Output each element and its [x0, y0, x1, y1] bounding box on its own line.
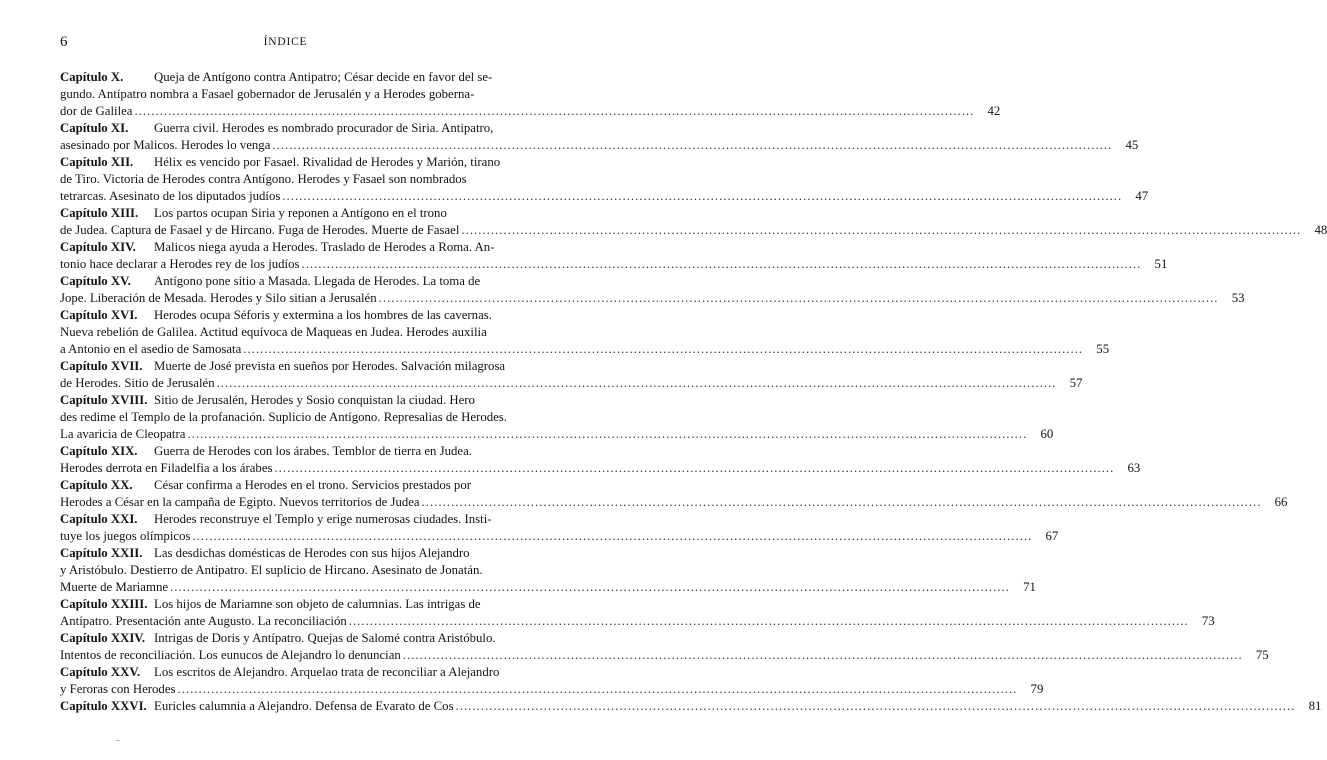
page-ref: 71	[1023, 580, 1036, 594]
toc-line	[60, 562, 511, 579]
dot-leader: ........................................................................................................................................................................................................	[243, 342, 1084, 356]
toc-line	[60, 358, 511, 375]
chapter-summary-line: tonio hace declarar a Herodes rey de los judíos	[60, 257, 300, 271]
chapter-summary-line: Muerte de Mariamne	[60, 580, 169, 594]
page-ref: 42	[987, 104, 1001, 118]
toc-line	[60, 494, 1288, 511]
chapter-summary-line: Los hijos de Mariamne son objeto de calumnias. Las intrigas de	[154, 597, 481, 611]
chapter-label: Capítulo XV.	[60, 274, 131, 288]
toc-line	[60, 477, 511, 494]
chapter-summary-line: Intrigas de Doris y Antípatro. Quejas de Salomé contra Aristóbulo.	[154, 631, 496, 645]
page-ref: 48	[1314, 223, 1327, 237]
chapter-summary-line: tuye los juegos olímpicos	[60, 529, 191, 543]
toc-line	[60, 205, 511, 222]
toc-line	[60, 409, 511, 426]
chapter-label: Capítulo XVIII.	[60, 393, 148, 407]
toc-line	[60, 596, 511, 613]
chapter-summary-line: des redime el Templo de la profanación. Suplicio de Antígono. Represalias de Herodes.	[60, 410, 507, 424]
chapter-summary-line: Muerte de José prevista en sueños por Herodes. Salvación milagrosa	[154, 359, 506, 373]
chapter-label: Capítulo XXII.	[60, 546, 143, 560]
toc-entry	[60, 664, 1044, 698]
page-ref: 45	[1125, 138, 1139, 152]
toc-line	[60, 256, 1168, 273]
dot-leader: ........................................................................................................................................................................................................	[348, 614, 1189, 628]
chapter-summary-line: dor de Galilea	[60, 104, 133, 118]
toc-line	[60, 154, 511, 171]
chapter-label: Capítulo XIX.	[60, 444, 138, 458]
toc-entry	[60, 273, 1245, 307]
toc-line	[60, 698, 1322, 715]
dot-leader: ........................................................................................................................................................................................................	[274, 461, 1115, 475]
page-ref: 79	[1030, 682, 1044, 696]
toc-line	[60, 188, 1149, 205]
chapter-summary-line: Las desdichas domésticas de Herodes con sus hijos Alejandro	[154, 546, 470, 560]
chapter-label: Capítulo XXV.	[60, 665, 141, 679]
chapter-summary-line: Herodes ocupa Séforis y extermina a los hombres de las cavernas.	[154, 308, 492, 322]
toc-line	[60, 528, 1059, 545]
page-ref: 51	[1154, 257, 1168, 271]
toc-line	[60, 613, 1215, 630]
dot-leader: ........................................................................................................................................................................................................	[187, 427, 1028, 441]
chapter-summary-line: de Tiro. Victoria de Herodes contra Antígono. Herodes y Fasael son nombrados	[60, 172, 467, 186]
page-ref: 81	[1308, 699, 1322, 713]
toc-entry	[60, 698, 1322, 715]
toc-line	[60, 86, 511, 103]
chapter-summary-line: Sitio de Jerusalén, Herodes y Sosio conquistan la ciudad. Hero	[154, 393, 475, 407]
page-ref: 67	[1045, 529, 1059, 543]
page-ref: 63	[1127, 461, 1141, 475]
toc-line	[60, 69, 511, 86]
dot-leader: ........................................................................................................................................................................................................	[301, 257, 1142, 271]
toc-entry	[60, 545, 1036, 596]
chapter-summary-line: Malicos niega ayuda a Herodes. Traslado de Herodes a Roma. An-	[154, 240, 495, 254]
toc-line	[60, 647, 1269, 664]
dot-leader: ........................................................................................................................................................................................................	[192, 529, 1033, 543]
toc-line	[60, 443, 511, 460]
toc-line	[60, 392, 511, 409]
toc-line	[60, 324, 511, 341]
toc-entry	[60, 511, 1059, 545]
page-header	[60, 34, 511, 54]
toc-line	[60, 681, 1044, 698]
chapter-label: Capítulo XIII.	[60, 206, 139, 220]
chapter-summary-line: Herodes reconstruye el Templo y erige numerosas ciudades. Insti-	[154, 512, 492, 526]
toc-entry	[60, 205, 1327, 239]
dot-leader: ........................................................................................................................................................................................................	[134, 104, 975, 118]
toc-entry	[60, 596, 1215, 630]
toc-entry	[60, 443, 1141, 477]
dot-leader: ........................................................................................................................................................................................................	[461, 223, 1302, 237]
dot-leader: ........................................................................................................................................................................................................	[421, 495, 1262, 509]
toc-line	[60, 120, 511, 137]
chapter-summary-line: Euricles calumnia a Alejandro. Defensa de Evarato de Cos	[154, 699, 454, 713]
chapter-summary-line: La avaricia de Cleopatra	[60, 427, 186, 441]
chapter-summary-line: Intentos de reconciliación. Los eunucos de Alejandro lo denuncian	[60, 648, 401, 662]
toc-entry	[60, 239, 1168, 273]
chapter-summary-line: Herodes a César en la campaña de Egipto. Nuevos territorios de Judea	[60, 495, 420, 509]
chapter-summary-line: a Antonio en el asedio de Samosata	[60, 342, 242, 356]
toc-entry	[60, 392, 1054, 443]
page-ref: 73	[1201, 614, 1215, 628]
chapter-summary-line: y Aristóbulo. Destierro de Antipatro. El suplicio de Hircano. Asesinato de Jonatán.	[60, 563, 483, 577]
chapter-label: Capítulo XVI.	[60, 308, 138, 322]
chapter-label: Capítulo XXVI.	[60, 699, 147, 713]
toc-line	[60, 545, 511, 562]
toc-line	[60, 103, 1001, 120]
chapter-summary-line: Guerra de Herodes con los árabes. Temblor de tierra en Judea.	[154, 444, 472, 458]
chapter-label: Capítulo XXI.	[60, 512, 138, 526]
running-title: ÍNDICE	[263, 36, 308, 48]
page-ref: 55	[1096, 342, 1110, 356]
chapter-summary-line: de Judea. Captura de Fasael y de Hircano. Fuga de Herodes. Muerte de Fasael	[60, 223, 460, 237]
toc-line	[60, 290, 1245, 307]
chapter-summary-line: de Herodes. Sitio de Jerusalén	[60, 376, 215, 390]
dot-leader: ........................................................................................................................................................................................................	[177, 682, 1018, 696]
chapter-summary-line: Nueva rebelión de Galilea. Actitud equívoca de Maqueas en Judea. Herodes auxilia	[60, 325, 487, 339]
toc-line	[60, 579, 1036, 596]
page-ref: 75	[1255, 648, 1269, 662]
chapter-summary-line: César confirma a Herodes en el trono. Servicios prestados por	[154, 478, 471, 492]
dot-leader: ........................................................................................................................................................................................................	[455, 699, 1296, 713]
chapter-summary-line: Antípatro. Presentación ante Augusto. La reconciliación	[60, 614, 347, 628]
toc-entry	[60, 477, 1288, 511]
dot-leader: ........................................................................................................................................................................................................	[216, 376, 1057, 390]
chapter-summary-line: Herodes derrota en Filadelfia a los árabes	[60, 461, 273, 475]
chapter-summary-line: Hélix es vencido por Fasael. Rivalidad de Herodes y Marión, tirano	[154, 155, 501, 169]
dot-leader: ........................................................................................................................................................................................................	[170, 580, 1010, 594]
chapter-summary-line: asesinado por Malicos. Herodes lo venga	[60, 138, 271, 152]
page-ref: 53	[1231, 291, 1245, 305]
chapter-summary-line: Guerra civil. Herodes es nombrado procurador de Siria. Antipatro,	[154, 121, 494, 135]
toc-line	[60, 239, 511, 256]
page-ref: 66	[1274, 495, 1288, 509]
chapter-label: Capítulo XX.	[60, 478, 133, 492]
chapter-summary-line: Antígono pone sitio a Masada. Llegada de Herodes. La toma de	[154, 274, 481, 288]
toc-line	[60, 341, 1110, 358]
chapter-summary-line: gundo. Antípatro nombra a Fasael gobernador de Jerusalén y a Herodes goberna-	[60, 87, 475, 101]
chapter-summary-line: y Feroras con Herodes	[60, 682, 176, 696]
toc-line	[60, 273, 511, 290]
chapter-summary-line: Los escritos de Alejandro. Arquelao trata de reconciliar a Alejandro	[154, 665, 500, 679]
chapter-label: Capítulo XII.	[60, 155, 134, 169]
toc-line	[60, 375, 1083, 392]
chapter-summary-line: Los partos ocupan Siria y reponen a Antígono en el trono	[154, 206, 447, 220]
toc-entry	[60, 630, 1269, 664]
chapter-label: Capítulo XIV.	[60, 240, 136, 254]
toc-line	[60, 630, 511, 647]
dot-leader: ........................................................................................................................................................................................................	[402, 648, 1243, 662]
dot-leader: ........................................................................................................................................................................................................	[378, 291, 1219, 305]
chapter-summary-line: Jope. Liberación de Mesada. Herodes y Silo sitian a Jerusalén	[60, 291, 377, 305]
chapter-label: Capítulo XI.	[60, 121, 129, 135]
page-number: 6	[60, 34, 68, 50]
toc-entry	[60, 69, 1001, 120]
toc-entry	[60, 307, 1110, 358]
dot-leader: ........................................................................................................................................................................................................	[282, 189, 1123, 203]
toc-entry	[60, 120, 1139, 154]
page-ref: 57	[1069, 376, 1083, 390]
chapter-label: Capítulo XXIV.	[60, 631, 146, 645]
toc-entry	[60, 154, 1149, 205]
page-ref: 60	[1040, 427, 1054, 441]
chapter-label: Capítulo XVII.	[60, 359, 143, 373]
toc-line	[60, 307, 511, 324]
footer-mark	[116, 740, 120, 741]
table-of-contents	[60, 69, 1327, 715]
chapter-summary-line: Queja de Antígono contra Antipatro; César decide en favor del se-	[154, 70, 493, 84]
toc-line	[60, 171, 511, 188]
page-ref: 47	[1135, 189, 1149, 203]
toc-line	[60, 137, 1139, 154]
chapter-label: Capítulo XXIII.	[60, 597, 148, 611]
toc-line	[60, 222, 1327, 239]
dot-leader: ........................................................................................................................................................................................................	[272, 138, 1113, 152]
toc-line	[60, 664, 511, 681]
toc-entry	[60, 358, 1083, 392]
toc-line	[60, 511, 511, 528]
chapter-label: Capítulo X.	[60, 70, 124, 84]
toc-line	[60, 460, 1141, 477]
chapter-summary-line: tetrarcas. Asesinato de los diputados judíos	[60, 189, 281, 203]
toc-line	[60, 426, 1054, 443]
